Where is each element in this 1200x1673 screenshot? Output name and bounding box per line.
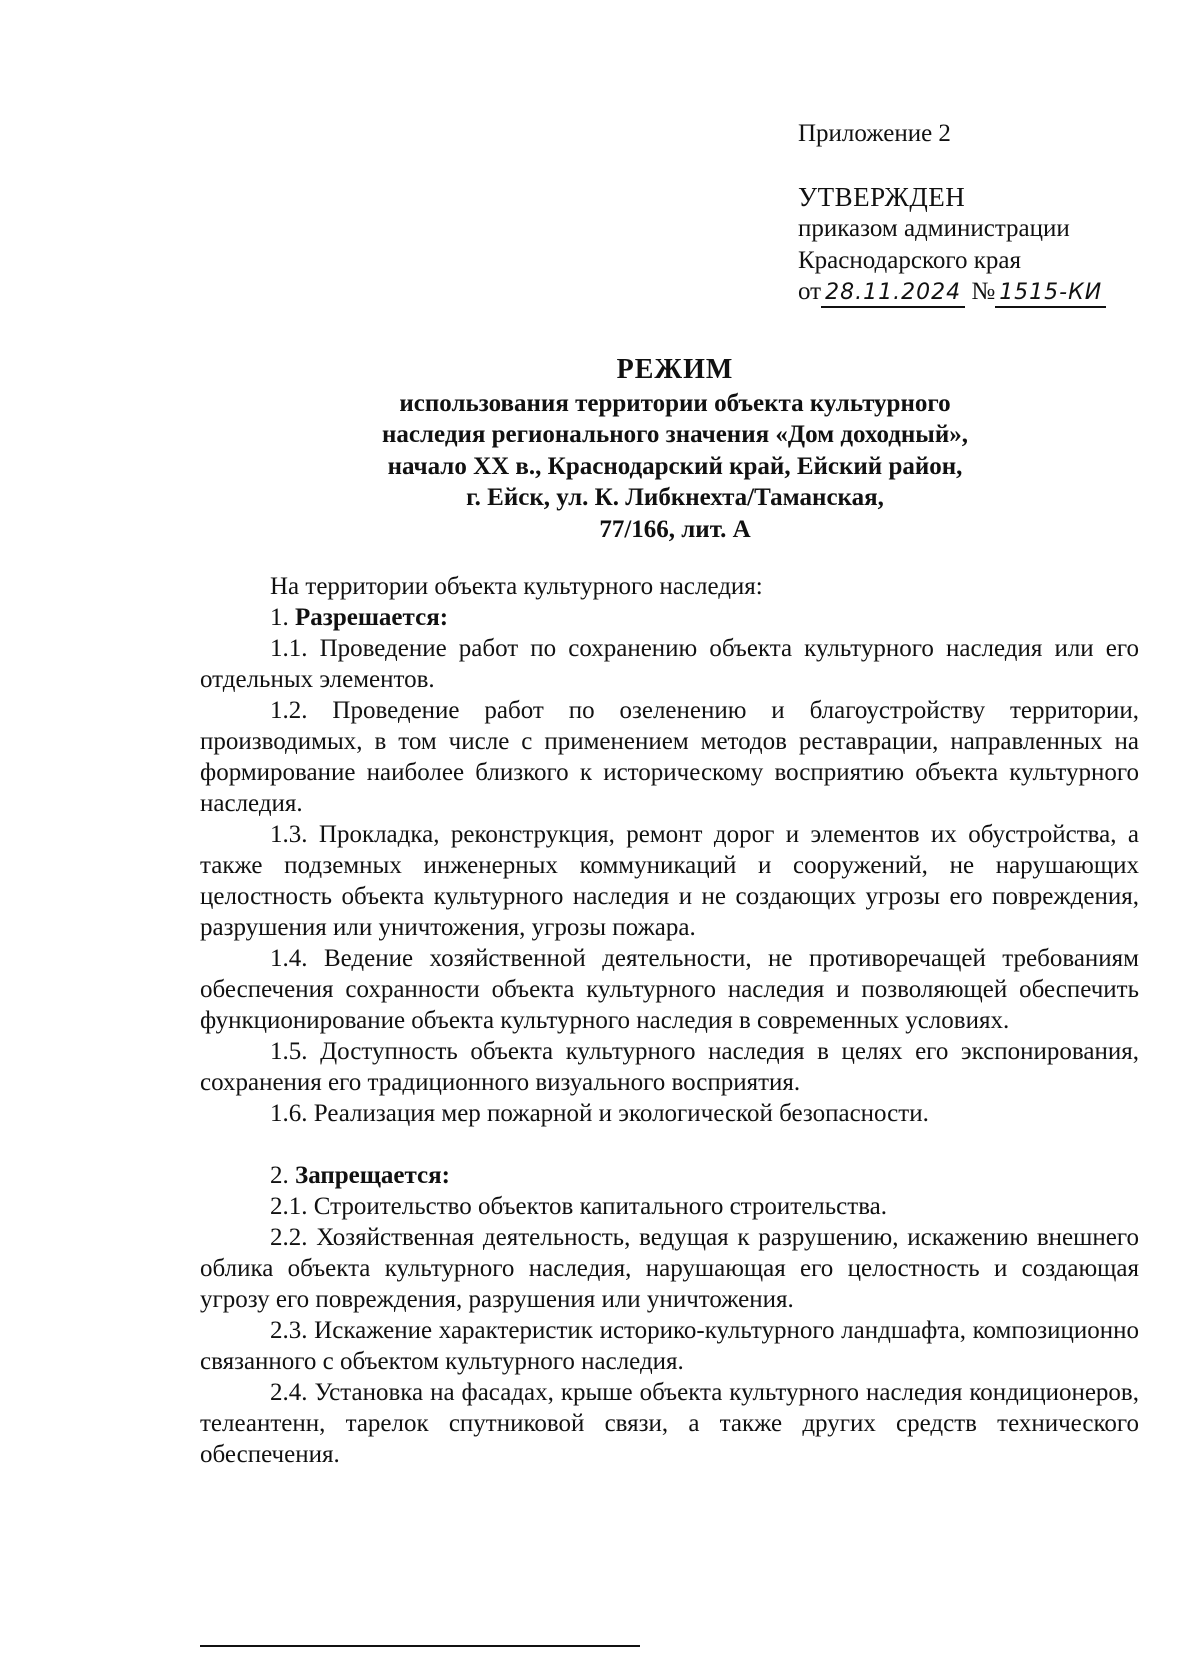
- intro-paragraph: На территории объекта культурного наследия:: [270, 573, 763, 600]
- section-gap: [200, 1129, 1139, 1160]
- section-1-number: 1.: [270, 604, 289, 631]
- section-1-title: Разрешается:: [295, 604, 449, 631]
- clause-1-2: 1.2. Проведение работ по озеленению и благоустройству территории, производимых, в том числе с применением методов реставрации, направленных на формирование наиболее близкого к историческому восприятию объекта культурного наследия.: [200, 697, 1139, 817]
- section-2-heading: [200, 1160, 1139, 1191]
- title-line-2: наследия регионального значения «Дом доходный»,: [382, 421, 968, 448]
- clause-2-3: 2.3. Искажение характеристик историко-культурного ландшафта, композиционно связанного с объектом культурного наследия.: [200, 1317, 1139, 1375]
- title-line-1: использования территории объекта культурного: [399, 389, 951, 417]
- clause-2-1: 2.1. Строительство объектов капитального строительства.: [270, 1193, 888, 1220]
- section-2-title: Запрещается:: [295, 1162, 451, 1189]
- clause-1-6: 1.6. Реализация мер пожарной и экологической безопасности.: [270, 1100, 929, 1127]
- approval-line-2: Краснодарского края: [798, 246, 1021, 274]
- section-2-number: 2.: [270, 1162, 289, 1189]
- clause-1-3: 1.3. Прокладка, реконструкция, ремонт дорог и элементов их обустройства, а также подземных инженерных коммуникаций и сооружений, не нарушающих целостность объекта культурного наследия и не создающих угрозы его повреждения, разрушения или уничтожения, угрозы пожара.: [200, 821, 1139, 941]
- approval-date-line: [798, 276, 1178, 308]
- appendix-label: Приложение 2: [798, 120, 951, 147]
- clause-2-4: 2.4. Установка на фасадах, крыше объекта культурного наследия кондиционеров, телеантенн, тарелок спутниковой связи, а также других средств технического обеспечения.: [200, 1379, 1139, 1468]
- handwritten-date: 28.11.2024: [821, 280, 965, 308]
- handwritten-number: 1515-КИ: [995, 280, 1106, 308]
- clause-1-1: 1.1. Проведение работ по сохранению объекта культурного наследия или его отдельных элементов.: [200, 635, 1139, 693]
- approval-line-1: приказом администрации: [798, 215, 1070, 242]
- footnote-divider: [200, 1645, 640, 1647]
- approved-stamp-text: УТВЕРЖДЕН: [798, 181, 966, 212]
- section-1-heading: [200, 602, 1139, 633]
- clause-2-2: 2.2. Хозяйственная деятельность, ведущая к разрушению, искажению внешнего облика объекта культурного наследия, нарушающая его целостность и создающая угрозу его повреждения, разрушения или уничтожения.: [200, 1224, 1139, 1313]
- title-main: РЕЖИМ: [616, 354, 734, 385]
- title-line-3: начало XX в., Краснодарский край, Ейский район,: [387, 452, 963, 480]
- clause-1-5: 1.5. Доступность объекта культурного наследия в целях его экспонирования, сохранения его традиционного визуального восприятия.: [200, 1038, 1139, 1096]
- document-title: [200, 354, 1150, 545]
- approval-block: [798, 118, 1178, 308]
- title-line-5: 77/166, лит. А: [599, 515, 751, 543]
- number-prefix: №: [971, 278, 996, 305]
- title-line-4: г. Ейск, ул. К. Либкнехта/Таманская,: [466, 484, 884, 511]
- document-body: [200, 571, 1139, 1470]
- date-prefix: от: [798, 278, 822, 305]
- clause-1-4: 1.4. Ведение хозяйственной деятельности, не противоречащей требованиям обеспечения сохранности объекта культурного наследия и позволяющей обеспечить функционирование объекта культурного наследия в современных условиях.: [200, 945, 1139, 1034]
